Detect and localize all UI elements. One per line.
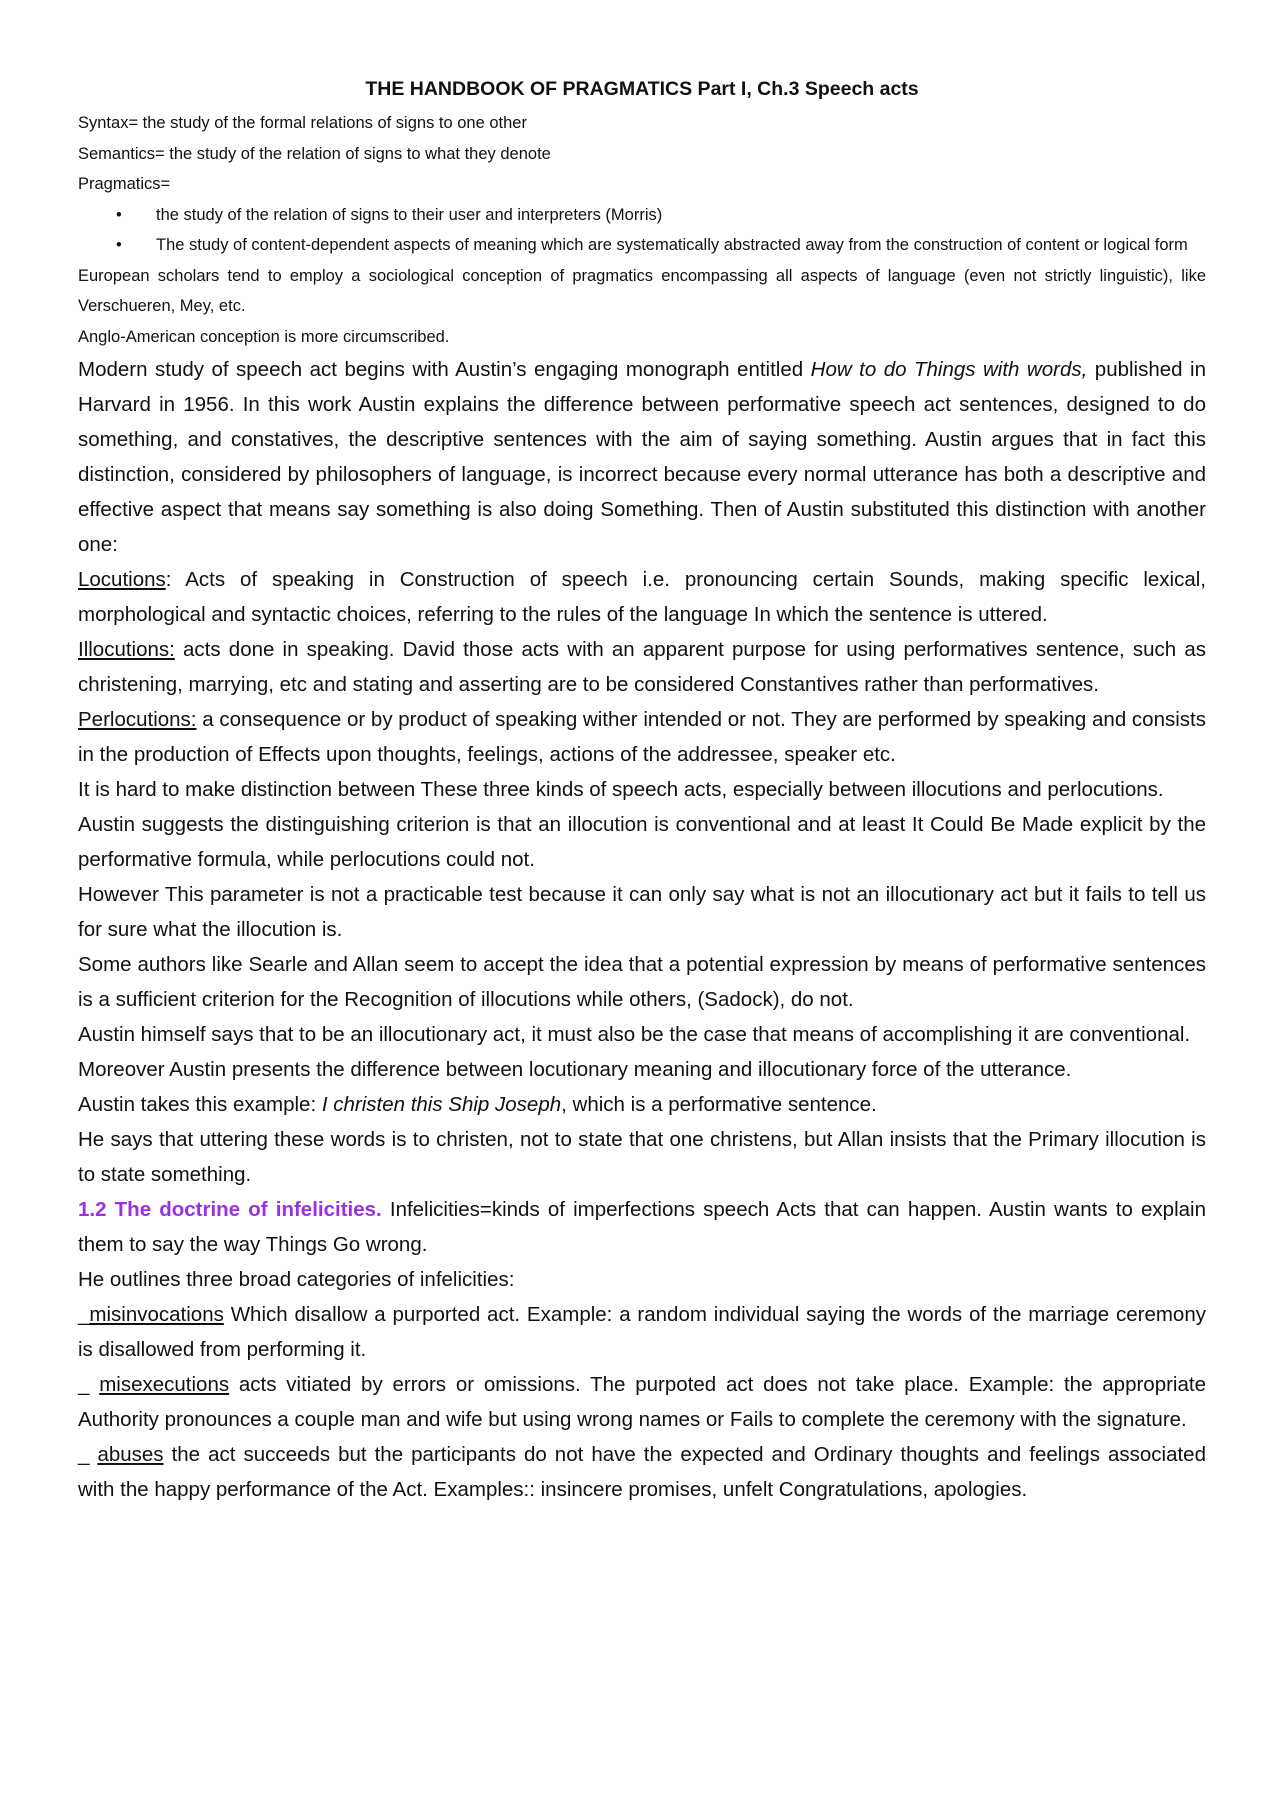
paragraph-misexecutions: _ misexecutions acts vitiated by errors or omissions. The purpoted act does not take place. Example: the appropriate Authority pronounces a couple man and wife but using wrong names or Fails to complete the ceremony with the signature. [78,1373,1206,1431]
paragraph-austin-himself: Austin himself says that to be an illocutionary act, it must also be the case that means of accomplishing it are conventional. [78,1023,1191,1046]
paragraph-abuses: _ abuses the act succeeds but the participants do not have the expected and Ordinary thoughts and feelings associated with the happy performance of the Act. Examples:: insincere promises, unfelt Congratulations, apologies. [78,1443,1206,1501]
paragraph-misinvocations: _misinvocations Which disallow a purported act. Example: a random individual saying the words of the marriage ceremony is disallowed from performing it. [78,1303,1206,1361]
paragraph-perlocutions: Perlocutions: a consequence or by product of speaking wither intended or not. They are performed by speaking and consists in the production of Effects upon thoughts, feelings, actions of the addressee, speaker etc. [78,708,1206,766]
paragraph-hard-distinction: It is hard to make distinction between These three kinds of speech acts, especially between illocutions and perlocutions. [78,778,1164,801]
term-misinvocations: misinvocations [89,1303,224,1326]
bullet-icon: • [116,236,122,254]
paragraph-illocutions: Illocutions: acts done in speaking. David those acts with an apparent purpose for using performatives sentence, such as christening, marrying, etc and stating and asserting are to be considered Constantives rather than performatives. [78,638,1206,696]
book-title: How to do Things with words, [810,358,1088,381]
bullet-item: • The study of content-dependent aspects of meaning which are systematically abstracted away from the construction of content or logical form [78,230,1206,261]
section-heading: 1.2 The doctrine of infelicities. [78,1198,382,1221]
term-perlocutions: Perlocutions: [78,708,197,731]
paragraph-says: He says that uttering these words is to christen, not to state that one christens, but Allan insists that the Primary illocution is to state something. [78,1128,1206,1186]
paragraph-however: However This parameter is not a practicable test because it can only say what is not an illocutionary act but it fails to tell us for sure what the illocution is. [78,883,1206,941]
term-misexecutions: misexecutions [99,1373,230,1396]
term-locutions: Locutions [78,568,166,591]
paragraph-searle: Some authors like Searle and Allan seem to accept the idea that a potential expression by means of performative sentences is a sufficient criterion for the Recognition of illocutions while others, (Sadock), do not. [78,953,1206,1011]
bullet-item: • the study of the relation of signs to their user and interpreters (Morris) [78,200,1206,231]
paragraph-outlines: He outlines three broad categories of infelicities: [78,1268,515,1291]
paragraph-locutions: Locutions: Acts of speaking in Construction of speech i.e. pronouncing certain Sounds, making specific lexical, morphological and syntactic choices, referring to the rules of the language In which the sentence is uttered. [78,568,1206,626]
paragraph-infelicities: 1.2 The doctrine of infelicities. Infelicities=kinds of imperfections speech Acts that can happen. Austin wants to explain them to say the way Things Go wrong. [78,1198,1206,1256]
term-illocutions: Illocutions: [78,638,175,661]
bullet-icon: • [116,205,122,224]
document-title: THE HANDBOOK OF PRAGMATICS Part I, Ch.3 Speech acts [365,78,919,100]
paragraph-example: Austin takes this example: I christen this Ship Joseph, which is a performative sentence. [78,1093,877,1116]
example-sentence: I christen this Ship Joseph [321,1093,562,1116]
term-abuses: abuses [97,1443,164,1466]
document-page [78,76,1206,1507]
paragraph-criterion: Austin suggests the distinguishing criterion is that an illocution is conventional and at least It Could Be Made explicit by the performative formula, while perlocutions could not. [78,813,1206,871]
anglo-american-conception: Anglo-American conception is more circumscribed. [78,327,450,346]
semantics-definition: Semantics= the study of the relation of signs to what they denote [78,144,551,163]
paragraph-austin-intro: Modern study of speech act begins with Austin’s engaging monograph entitled How to do Things with words, published in Harvard in 1956. In this work Austin explains the difference between performative speech act sentences, designed to do something, and constatives, the descriptive sentences with the aim of saying something. Austin argues that in fact this distinction, considered by philosophers of language, is incorrect because every normal utterance has both a descriptive and effective aspect that means say something is also doing Something. Then of Austin substituted this distinction with another one: [78,358,1206,556]
european-conception: European scholars tend to employ a sociological conception of pragmatics encompassing all aspects of language (even not strictly linguistic), like Verschueren, Mey, etc. [78,266,1206,315]
syntax-definition: Syntax= the study of the formal relations of signs to one other [78,114,527,132]
paragraph-moreover: Moreover Austin presents the difference between locutionary meaning and illocutionary force of the utterance. [78,1058,1072,1081]
pragmatics-definition: Pragmatics= [78,175,171,193]
